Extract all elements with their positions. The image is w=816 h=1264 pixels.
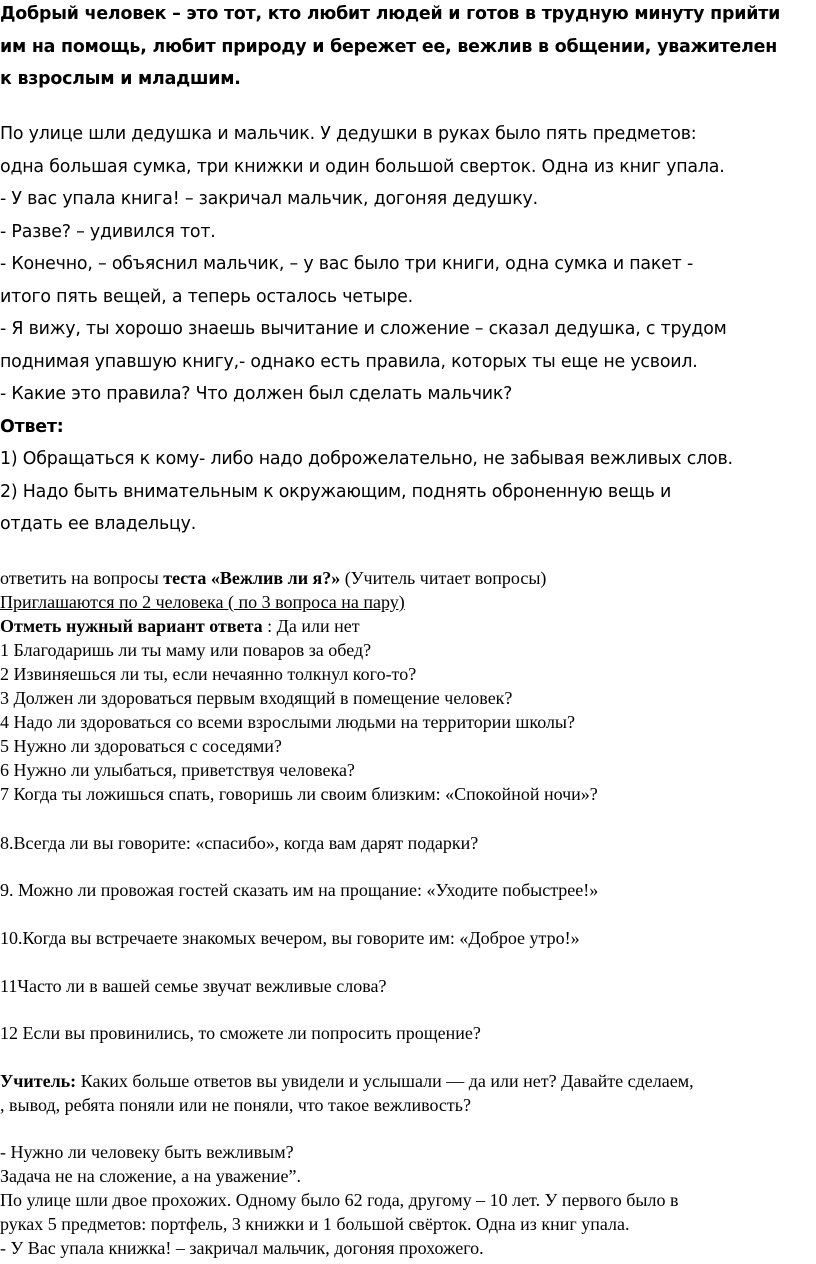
intro-line: к взрослым и младшим. [0,69,241,89]
teacher-remark: Учитель: Каких больше ответов вы увидели и услышали — да или нет? Давайте сделаем, , вывод, ребята поняли или не поняли, что такое вежливость? [0,1071,694,1115]
closing-line: По улице шли двое прохожих. Одному было 62 года, другому – 10 лет. У первого было в [0,1190,679,1210]
question-item: 3 Должен ли здороваться первым входящий в помещение человек? [0,688,513,708]
test-section [0,566,598,806]
question-item: 5 Нужно ли здороваться с соседями? [0,736,282,756]
story-line: По улице шли дедушка и мальчик. У дедушки в руках было пять предметов: [0,124,697,144]
question-item: 8.Всегда ли вы говорите: «спасибо», когда вам дарят подарки? [0,833,479,853]
test-title: теста «Вежлив ли я?» [163,568,341,588]
question-item: 10.Когда вы встречаете знакомых вечером, вы говорите им: «Доброе утро!» [0,928,580,948]
story-line: итого пять вещей, а теперь осталось четыре. [0,286,413,307]
closing-line: Задача не на сложение, а на уважение”. [0,1166,301,1186]
story-line: - Я вижу, ты хорошо знаешь вычитание и сложение – сказал дедушка, с трудом [0,319,727,339]
closing-line: руках 5 предметов: портфель, 3 книжки и 1 большой свёрток. Одна из книг упала. [0,1214,630,1234]
question-item: 1 Благодаришь ли ты маму или поваров за обед? [0,640,372,660]
intro-paragraph [0,0,780,96]
intro-line: им на помощь, любит природу и бережет ее, вежлив в общении, уважителен [0,36,778,57]
story-line: - Конечно, – объяснил мальчик, – у вас было три книги, одна сумка и пакет - [0,254,694,274]
story-line: - Разве? – удивился тот. [0,221,216,242]
mark-instruction: Отметь нужный вариант ответа : Да или нет [0,616,360,636]
invite-line: Приглашаются по 2 человека ( по 3 вопроса на пару) [0,592,405,612]
question-item: 11Часто ли в вашей семье звучат вежливые слова? [0,976,387,996]
story-line: одна большая сумка, три книжки и один большой сверток. Одна из книг упала. [0,156,725,177]
teacher-label: Учитель: [0,1071,77,1091]
question-item: 2 Извиняешься ли ты, если нечаянно толкнул кого-то? [0,664,417,684]
story-block [0,118,733,541]
question-item: 6 Нужно ли улыбаться, приветствуя человека? [0,760,355,780]
question-item: 7 Когда ты ложишься спать, говоришь ли своим близким: «Спокойной ночи»? [0,784,598,804]
intro-line: Добрый человек – это тот, кто любит людей и готов в трудную минуту прийти [0,4,781,24]
answer-line: отдать ее владельцу. [0,514,197,534]
closing-line: - У Вас упала книжка! – закричал мальчик, догоняя прохожего. [0,1238,484,1258]
answer-line: 1) Обращаться к кому- либо надо доброжелательно, не забывая вежливых слов. [0,449,733,469]
answer-heading: Ответ: [0,416,64,437]
question-item: 9. Можно ли провожая гостей сказать им на прощание: «Уходите побыстрее!» [0,880,599,900]
story-line: - Какие это правила? Что должен был сделать мальчик? [0,384,513,404]
closing-block [0,1140,678,1260]
question-item: 12 Если вы провинились, то сможете ли попросить прощение? [0,1023,481,1043]
story-line: - У вас упала книга! – закричал мальчик, догоняя дедушку. [0,189,538,209]
test-intro: ответить на вопросы теста «Вежлив ли я?» (Учитель читает вопросы) [0,568,547,588]
story-line: поднимая упавшую книгу,- однако есть правила, которых ты еще не усвоил. [0,351,698,372]
question-item: 4 Надо ли здороваться со всеми взрослыми людьми на территории школы? [0,712,576,732]
answer-line: 2) Надо быть внимательным к окружающим, поднять оброненную вещь и [0,481,672,502]
closing-line: - Нужно ли человеку быть вежливым? [0,1142,294,1162]
